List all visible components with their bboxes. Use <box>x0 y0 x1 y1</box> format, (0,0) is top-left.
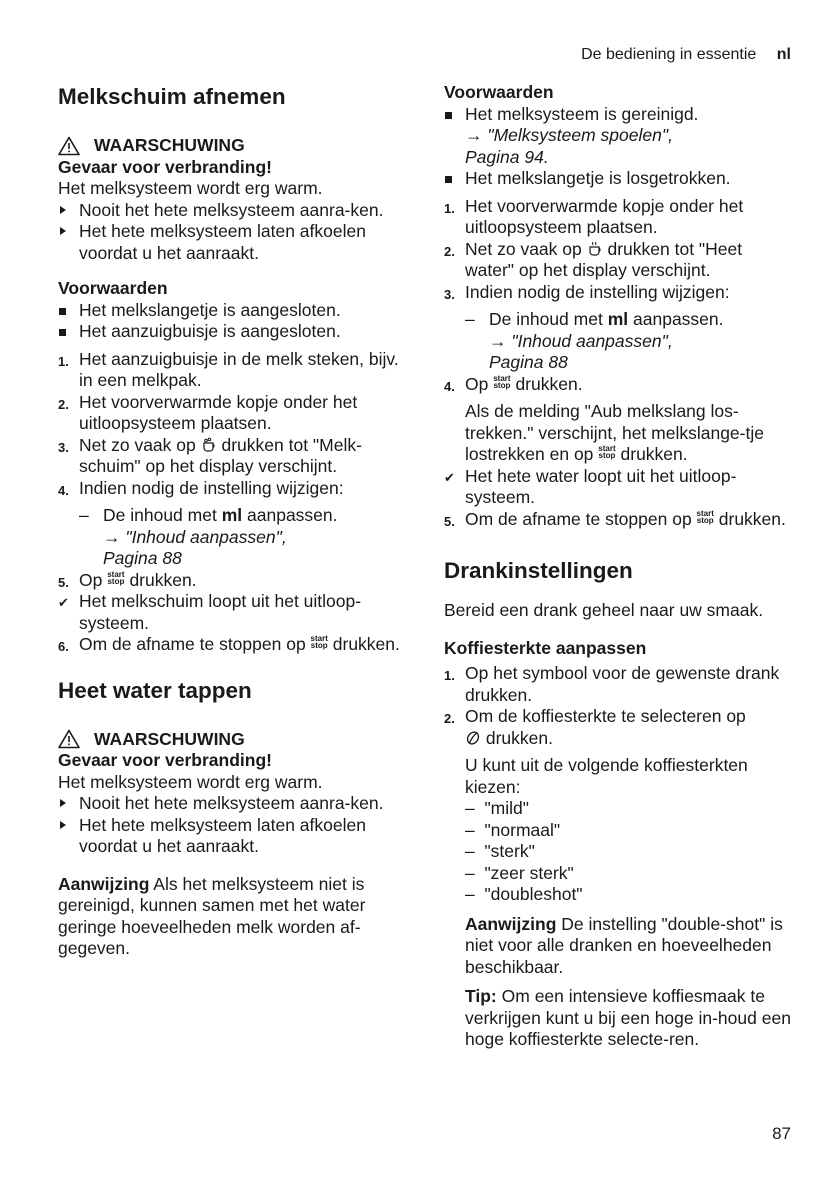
list-item: Nooit het hete melksysteem aanra-ken. <box>58 793 408 815</box>
option-item: – "sterk" <box>465 841 535 861</box>
arrow-bullet-icon <box>60 206 66 214</box>
cross-reference[interactable]: → "Melksysteem spoelen", <box>465 125 673 145</box>
warning-subtitle: Gevaar voor verbranding! <box>58 156 272 177</box>
option-item: – "zeer sterk" <box>465 862 574 883</box>
prereq-heading: Voorwaarden <box>444 82 554 102</box>
header-section: De bediening in essentie <box>581 46 757 63</box>
square-bullet-icon <box>445 112 452 119</box>
step-item: 2. Net zo vaak op drukken tot "Heet water" op het display verschijnt. <box>444 238 743 280</box>
step-item: 1. Op het symbool voor de gewenste drank drukken. <box>444 663 780 705</box>
note <box>58 874 408 960</box>
warning-list <box>58 793 408 858</box>
note-label: Aanwijzing <box>58 873 150 894</box>
step-item: 4. Op start stop drukken. <box>444 373 583 394</box>
step-item: 3. Indien nodig de instelling wijzigen: <box>444 281 730 302</box>
prereq-heading: Voorwaarden <box>58 278 168 298</box>
header-lang: nl <box>776 46 791 63</box>
steps-list-cont <box>444 374 794 396</box>
list-item: Het melksysteem is gereinigd. → "Melksysteem spoelen", Pagina 94. <box>444 104 794 169</box>
sub-instruction: – De inhoud met ml aanpassen. → "Inhoud aanpassen", Pagina 88 <box>444 309 794 374</box>
options-intro: U kunt uit de volgende koffiesterkten kiezen: <box>465 755 748 797</box>
left-column <box>58 82 408 960</box>
square-bullet-icon <box>59 329 66 336</box>
note-text: De instelling "double-shot" is niet voor alle dranken en hoeveelheden beschikbaar. <box>465 913 783 977</box>
step-item: 3. Net zo vaak op drukken tot "Melk-schuim" op het display verschijnt. <box>58 434 362 476</box>
check-icon: ✔ <box>444 469 455 485</box>
warning-heading <box>58 729 408 751</box>
start-stop-icon: start stop <box>107 569 125 586</box>
list-item: Nooit het hete melksysteem aanra-ken. <box>58 200 408 222</box>
start-stop-icon: start stop <box>696 508 714 525</box>
warning-icon <box>58 136 80 156</box>
start-stop-icon: start stop <box>493 373 511 390</box>
cross-reference[interactable]: → "Inhoud aanpassen", <box>489 330 673 351</box>
arrow-bullet-icon <box>60 227 66 235</box>
coffee-bean-icon <box>465 730 481 746</box>
tip <box>465 986 794 1051</box>
section-title-melkschuim: Melkschuim afnemen <box>58 84 286 109</box>
note <box>465 914 794 979</box>
cross-reference-page: Pagina 94. <box>465 146 549 167</box>
step-item: 2. Om de koffiesterkte te selecteren op drukken. <box>444 706 746 748</box>
prereq-list <box>58 300 408 343</box>
steps-list-end <box>444 466 794 531</box>
cross-reference-page: Pagina 88 <box>489 352 568 372</box>
cross-reference[interactable]: → "Inhoud aanpassen", <box>103 526 287 547</box>
prereq-list <box>444 104 794 190</box>
list-item: Het melkslangetje is aangesloten. <box>58 300 408 322</box>
warning-list <box>58 200 408 265</box>
list-item: Het hete melksysteem laten afkoelen voordat u het aanraakt. <box>58 221 408 264</box>
warning-text: Het melksysteem wordt erg warm. <box>58 771 323 792</box>
subsection-title: Koffiesterkte aanpassen <box>444 637 647 658</box>
tip-label: Tip: <box>465 986 497 1006</box>
list-item: Het melkslangetje is losgetrokken. <box>444 168 794 190</box>
tip-text: Om een intensieve koffiesmaak te verkrijgen kunt u bij een hoge in-houd een hoge koffiesterkte selecte-ren. <box>465 986 791 1049</box>
note-text: Als het melksysteem niet is gereinigd, kunnen samen met het water geringe hoeveelheden melk worden af-gegeven. <box>58 873 366 958</box>
step-item: 5. Op start stop drukken. <box>58 569 197 590</box>
intro-text: Bereid een drank geheel naar uw smaak. <box>444 600 764 620</box>
page-header <box>581 46 791 64</box>
steps-list-cont <box>58 570 408 656</box>
steps-list <box>58 349 408 500</box>
result-item: ✔ Het melkschuim loopt uit het uitloop-systeem. <box>58 591 362 633</box>
right-column <box>444 82 794 1051</box>
start-stop-icon: start stop <box>598 444 616 460</box>
warning-label: WAARSCHUWING <box>94 728 245 749</box>
section-title-heet-water: Heet water tappen <box>58 677 252 703</box>
check-icon: ✔ <box>58 595 69 610</box>
note-label: Aanwijzing <box>465 913 557 934</box>
page-number: 87 <box>772 1124 791 1143</box>
warning-icon <box>58 729 80 749</box>
section-title-drankinstellingen: Drankinstellingen <box>444 558 633 583</box>
warning-subtitle: Gevaar voor verbranding! <box>58 750 272 770</box>
start-stop-icon: start stop <box>310 634 328 650</box>
result-item: ✔ Het hete water loopt uit het uitloop-systeem. <box>444 465 737 507</box>
option-item: – "doubleshot" <box>465 884 583 904</box>
step-message: Als de melding "Aub melkslang los-trekken." verschijnt, het melkslange-tje lostrekken en op start stop drukken. <box>465 401 764 464</box>
option-item: – "normaal" <box>465 819 561 840</box>
milk-foam-icon <box>201 437 217 453</box>
warning-label: WAARSCHUWING <box>94 135 245 155</box>
option-item: – "mild" <box>465 798 529 818</box>
step-item: 1. Het voorverwarmde kopje onder het uitloopsysteem plaatsen. <box>444 195 744 237</box>
options-block <box>444 755 794 1051</box>
hot-water-icon <box>587 241 603 257</box>
steps-list <box>444 663 794 749</box>
steps-list <box>444 196 794 304</box>
arrow-bullet-icon <box>60 821 66 829</box>
list-item: Het hete melksysteem laten afkoelen voordat u het aanraakt. <box>58 815 408 858</box>
step-item: 6. Om de afname te stoppen op start stop drukken. <box>58 634 400 654</box>
square-bullet-icon <box>445 176 452 183</box>
list-item: Het aanzuigbuisje is aangesloten. <box>58 321 408 343</box>
warning-text: Het melksysteem wordt erg warm. <box>58 178 323 198</box>
step-item: 2. Het voorverwarmde kopje onder het uitloopsysteem plaatsen. <box>58 391 358 433</box>
warning-heading <box>58 135 408 157</box>
arrow-bullet-icon <box>60 799 66 807</box>
sub-instruction: – De inhoud met ml aanpassen. → "Inhoud aanpassen", Pagina 88 <box>58 505 408 570</box>
step-item: 1. Het aanzuigbuisje in de melk steken, bijv. in een melkpak. <box>58 348 399 390</box>
step-item: 4. Indien nodig de instelling wijzigen: <box>58 477 344 498</box>
cross-reference-page: Pagina 88 <box>103 548 182 568</box>
step-item: 5. Om de afname te stoppen op start stop drukken. <box>444 508 786 529</box>
square-bullet-icon <box>59 308 66 315</box>
